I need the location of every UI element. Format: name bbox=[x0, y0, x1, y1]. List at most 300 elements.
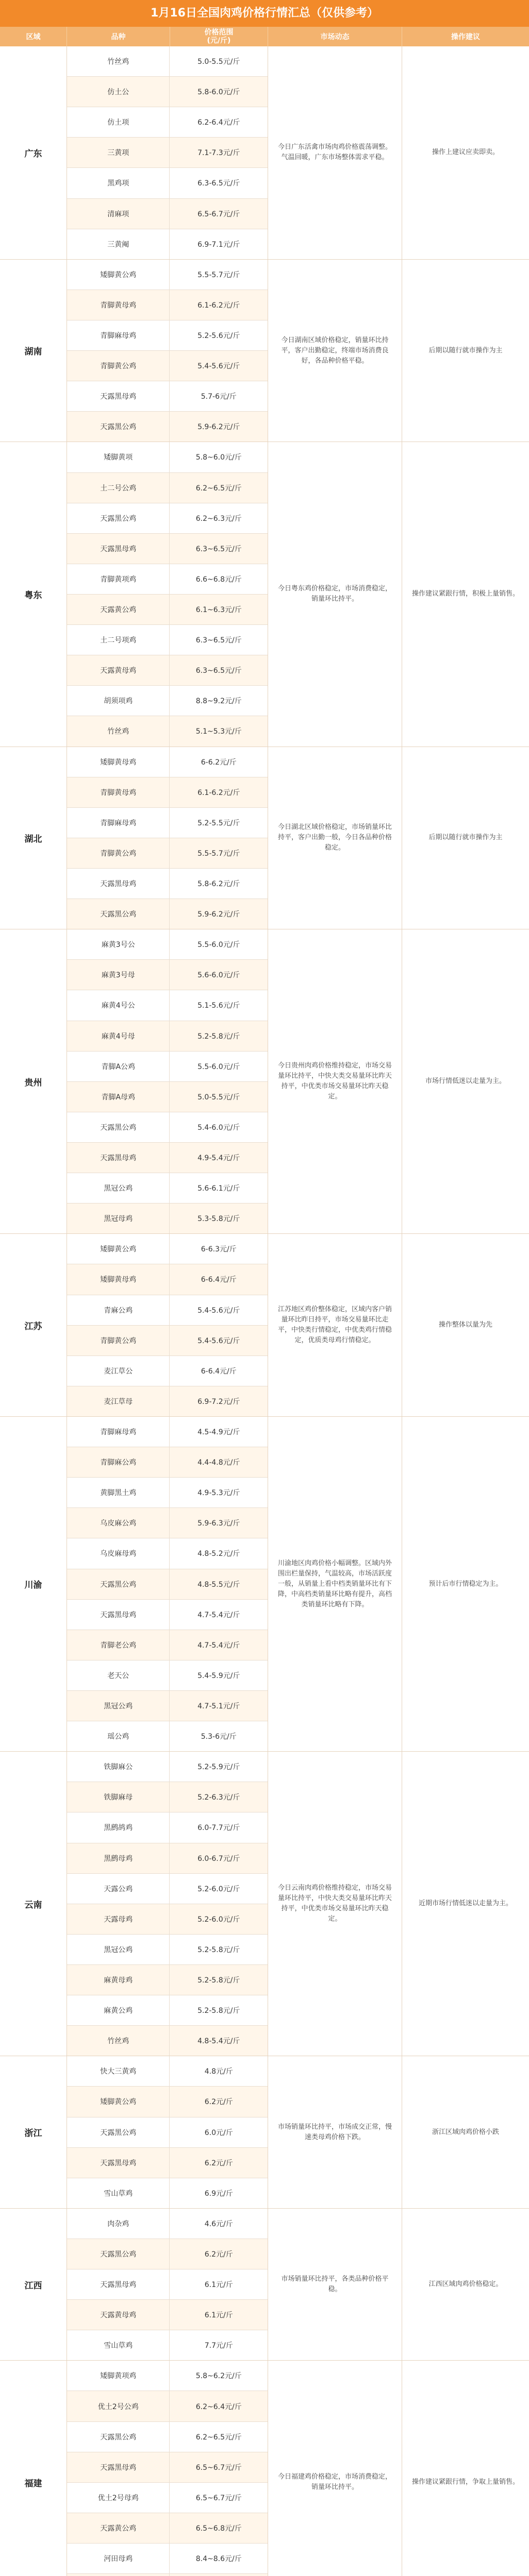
price-cell: 5.2-6.0元/斤 bbox=[197, 1885, 240, 1893]
market-dynamic: 今日湖南区域价格稳定，销量环比持平，客户出勤稳定，终端市场消费良好，各品种价格平稳。 bbox=[268, 260, 402, 442]
region-name: 江苏 bbox=[0, 1234, 67, 1416]
region-name: 浙江 bbox=[0, 2056, 67, 2208]
table-row bbox=[67, 564, 268, 595]
table-row bbox=[67, 229, 268, 259]
table-row bbox=[67, 960, 268, 990]
header-region: 区域 bbox=[0, 27, 67, 46]
price-cell: 6.2~6.5元/斤 bbox=[195, 2433, 242, 2442]
price-cell: 6.3-6.5元/斤 bbox=[197, 179, 240, 188]
table-row bbox=[67, 2513, 268, 2544]
table-row bbox=[67, 1234, 268, 1264]
variety-cell: 乌皮麻公鸡 bbox=[67, 1508, 170, 1538]
variety-cell: 青脚黄母鸡 bbox=[67, 290, 170, 320]
price-cell: 5.3-6元/斤 bbox=[201, 1733, 237, 1741]
variety-cell: 麻黄3号公 bbox=[67, 929, 170, 959]
variety-cell: 黑冠公鸡 bbox=[67, 1691, 170, 1721]
variety-cell: 麦江草公 bbox=[67, 1356, 170, 1386]
variety-cell: 天露黑公鸡 bbox=[67, 412, 170, 442]
region-block bbox=[0, 929, 529, 1234]
variety-cell: 青脚黄公鸡 bbox=[67, 1326, 170, 1355]
variety-cell: 天露黑母鸡 bbox=[67, 534, 170, 564]
variety-cell: 竹丝鸡 bbox=[67, 46, 170, 76]
table-row bbox=[67, 2087, 268, 2117]
variety-cell: 黑鹧鸪鸡 bbox=[67, 1812, 170, 1842]
variety-cell: 天露黄公鸡 bbox=[67, 2513, 170, 2543]
table-row bbox=[67, 1812, 268, 1843]
table-row bbox=[67, 2269, 268, 2300]
variety-cell: 矮脚黄公鸡 bbox=[67, 1234, 170, 1264]
variety-cell: 天露黑母鸡 bbox=[67, 2452, 170, 2482]
table-row bbox=[67, 2544, 268, 2574]
table-row bbox=[67, 473, 268, 503]
price-cell: 5.5-6.0元/斤 bbox=[197, 1062, 240, 1071]
variety-cell: 三黄阉 bbox=[67, 229, 170, 259]
region-block bbox=[0, 1752, 529, 2056]
price-cell: 5.4-5.9元/斤 bbox=[197, 1671, 240, 1680]
variety-cell: 老天公 bbox=[67, 1660, 170, 1690]
price-cell: 4.9-5.4元/斤 bbox=[197, 1154, 240, 1162]
header-dynamic: 市场动态 bbox=[268, 27, 402, 46]
variety-cell: 竹丝鸡 bbox=[67, 716, 170, 746]
table-row bbox=[67, 2026, 268, 2056]
table-row bbox=[67, 1752, 268, 1782]
price-cell: 6.9-7.1元/斤 bbox=[197, 240, 240, 249]
price-cell: 6.2~6.4元/斤 bbox=[195, 2402, 242, 2411]
variety-cell: 天露黑公鸡 bbox=[67, 503, 170, 533]
variety-cell: 矮脚黄项 bbox=[67, 442, 170, 472]
price-cell: 5.8~6.0元/斤 bbox=[195, 453, 242, 462]
region-name: 贵州 bbox=[0, 929, 67, 1233]
variety-cell: 矮脚黄项鸡 bbox=[67, 2361, 170, 2391]
variety-cell: 青脚麻母鸡 bbox=[67, 808, 170, 838]
table-row bbox=[67, 1356, 268, 1386]
variety-cell: 黑鸡项 bbox=[67, 168, 170, 198]
price-cell: 5.2-6.0元/斤 bbox=[197, 1915, 240, 1924]
variety-cell: 仿土项 bbox=[67, 107, 170, 137]
table-row bbox=[67, 442, 268, 472]
variety-cell: 麻黄3号母 bbox=[67, 960, 170, 990]
variety-cell: 天露黄母鸡 bbox=[67, 655, 170, 685]
price-cell: 5.9-6.2元/斤 bbox=[197, 910, 240, 919]
market-dynamic: 川渝地区肉鸡价格小幅调整。区域内外围出栏量保持，气温较高，市场活跃度一般，从销量上看中档类销量环比有下降，中高档类销量环比略有提升，高档类销量环比略有下降。 bbox=[268, 1417, 402, 1751]
table-row bbox=[67, 381, 268, 412]
variety-cell: 青脚A母鸡 bbox=[67, 1082, 170, 1112]
price-cell: 5.0-5.5元/斤 bbox=[197, 1093, 240, 1101]
variety-cell: 青脚麻公鸡 bbox=[67, 1447, 170, 1477]
table-row bbox=[67, 869, 268, 899]
table-row bbox=[67, 1447, 268, 1478]
table-row bbox=[67, 1538, 268, 1569]
price-cell: 4.8-5.2元/斤 bbox=[197, 1550, 240, 1558]
market-dynamic: 今日粤东鸡价格稳定，市场消费稳定，销量环比持平。 bbox=[268, 442, 402, 746]
table-row bbox=[67, 351, 268, 381]
price-cell: 6.2元/斤 bbox=[204, 2098, 233, 2107]
price-cell: 4.6元/斤 bbox=[204, 2219, 233, 2228]
header-advice: 操作建议 bbox=[451, 33, 480, 41]
table-row bbox=[67, 990, 268, 1021]
price-cell: 5.2-6.3元/斤 bbox=[197, 1793, 240, 1802]
region-block bbox=[0, 442, 529, 747]
operation-advice: 江西区域肉鸡价格稳定。 bbox=[428, 2280, 503, 2289]
table-row bbox=[67, 2117, 268, 2148]
market-dynamic: 今日贵州肉鸡价格维持稳定，市场交易量环比持平，中快大类交易量环比昨天持平，中优类市场交易量环比昨天稳定。 bbox=[268, 929, 402, 1233]
table-row bbox=[67, 1965, 268, 1995]
table-row bbox=[67, 625, 268, 655]
table-row bbox=[67, 655, 268, 686]
variety-cell: 天露黑母鸡 bbox=[67, 869, 170, 899]
price-cell: 5.4-6.0元/斤 bbox=[197, 1123, 240, 1132]
table-row bbox=[67, 1843, 268, 1874]
region-rows bbox=[67, 2056, 268, 2208]
operation-advice: 操作上建议应卖即卖。 bbox=[432, 148, 499, 157]
variety-cell: 矮脚黄母鸡 bbox=[67, 1264, 170, 1294]
region-block bbox=[0, 1234, 529, 1417]
operation-advice: 浙江区域肉鸡价格小跌 bbox=[432, 2128, 499, 2136]
region-rows bbox=[67, 2209, 268, 2361]
table-row bbox=[67, 2239, 268, 2269]
price-cell bbox=[170, 2574, 268, 2576]
price-cell: 6.2~6.5元/斤 bbox=[195, 484, 242, 493]
price-cell: 5.2-5.8元/斤 bbox=[197, 2007, 240, 2015]
price-cell: 6.5~6.8元/斤 bbox=[195, 2524, 242, 2533]
variety-cell: 土二号项鸡 bbox=[67, 625, 170, 655]
variety-cell: 黑冠公鸡 bbox=[67, 1173, 170, 1203]
table-row bbox=[67, 1630, 268, 1660]
price-cell: 5.7-6元/斤 bbox=[201, 393, 237, 401]
variety-cell: 天露黑公鸡 bbox=[67, 1112, 170, 1142]
market-dynamic: 市场销量环比持平，市场成交正常，慢速类母鸡价格下跌。 bbox=[268, 2056, 402, 2208]
price-cell: 6.1-6.2元/斤 bbox=[197, 301, 240, 310]
price-cell: 6.2元/斤 bbox=[204, 2159, 233, 2167]
market-dynamic: 今日云南肉鸡价格维持稳定，市场交易量环比持平，中快大类交易量环比昨天持平，中优类市场交易量环比昨天稳定。 bbox=[268, 1752, 402, 2056]
price-table-body bbox=[0, 46, 529, 2576]
table-row bbox=[67, 929, 268, 960]
region-name: 粤东 bbox=[0, 442, 67, 746]
price-cell: 5.4-5.6元/斤 bbox=[197, 1336, 240, 1345]
price-cell: 6.2~6.3元/斤 bbox=[195, 514, 242, 523]
table-row bbox=[67, 320, 268, 351]
region-name: 广东 bbox=[0, 46, 67, 259]
price-cell: 5.2-5.6元/斤 bbox=[197, 332, 240, 341]
variety-cell: 天露黄公鸡 bbox=[67, 595, 170, 624]
variety-cell: 天露黑公鸡 bbox=[67, 2422, 170, 2452]
price-cell: 6.3~6.5元/斤 bbox=[195, 636, 242, 645]
region-rows bbox=[67, 1417, 268, 1751]
price-cell: 6.2-6.4元/斤 bbox=[197, 118, 240, 127]
variety-cell: 三黄项 bbox=[67, 138, 170, 167]
table-row bbox=[67, 168, 268, 198]
price-cell: 5.2-5.8元/斤 bbox=[197, 1945, 240, 1954]
price-cell: 6.6~6.8元/斤 bbox=[195, 575, 242, 584]
variety-cell: 清麻项 bbox=[67, 199, 170, 229]
table-row bbox=[67, 1295, 268, 1326]
variety-cell: 青脚麻母鸡 bbox=[67, 1417, 170, 1447]
variety-cell bbox=[67, 2574, 170, 2576]
region-block bbox=[0, 1417, 529, 1752]
variety-cell: 麻黄公鸡 bbox=[67, 1995, 170, 2025]
price-cell: 6.1-6.2元/斤 bbox=[197, 788, 240, 797]
table-header bbox=[0, 27, 529, 46]
price-cell: 5.8~6.2元/斤 bbox=[195, 2372, 242, 2381]
table-row bbox=[67, 290, 268, 320]
table-row bbox=[67, 1995, 268, 2026]
price-cell: 5.5-5.7元/斤 bbox=[197, 849, 240, 858]
table-row bbox=[67, 1691, 268, 1721]
price-cell: 6.3~6.5元/斤 bbox=[195, 545, 242, 553]
region-rows bbox=[67, 1752, 268, 2056]
variety-cell: 青脚麻母鸡 bbox=[67, 320, 170, 350]
table-row bbox=[67, 2574, 268, 2576]
variety-cell: 黑鹧母鸡 bbox=[67, 1843, 170, 1873]
table-row bbox=[67, 1721, 268, 1751]
region-name: 川渝 bbox=[0, 1417, 67, 1751]
price-cell: 6-6.4元/斤 bbox=[201, 1276, 237, 1284]
header-variety: 品种 bbox=[67, 27, 170, 46]
variety-cell: 肉杂鸡 bbox=[67, 2209, 170, 2239]
region-name: 福建 bbox=[0, 2361, 67, 2576]
price-cell: 4.7-5.1元/斤 bbox=[197, 1702, 240, 1710]
price-cell: 6.1元/斤 bbox=[204, 2311, 233, 2320]
table-row bbox=[67, 777, 268, 808]
variety-cell: 竹丝鸡 bbox=[67, 2026, 170, 2056]
table-row bbox=[67, 838, 268, 869]
variety-cell: 瑶公鸡 bbox=[67, 1721, 170, 1751]
region-name: 云南 bbox=[0, 1752, 67, 2056]
price-cell: 4.4-4.8元/斤 bbox=[197, 1459, 240, 1467]
region-name: 湖南 bbox=[0, 260, 67, 442]
region-rows bbox=[67, 1234, 268, 1416]
variety-cell: 矮脚黄公鸡 bbox=[67, 260, 170, 290]
table-row bbox=[67, 77, 268, 107]
price-cell: 5.6-6.1元/斤 bbox=[197, 1184, 240, 1193]
variety-cell: 天露母鸡 bbox=[67, 1904, 170, 1934]
price-cell: 5.4-5.6元/斤 bbox=[197, 1306, 240, 1315]
operation-advice: 操作建议紧跟行情，积极上量销售。 bbox=[411, 590, 519, 598]
table-row bbox=[67, 199, 268, 229]
table-row bbox=[67, 1052, 268, 1082]
region-block bbox=[0, 2056, 529, 2209]
variety-cell: 铁脚麻母 bbox=[67, 1782, 170, 1812]
variety-cell: 青脚黄母鸡 bbox=[67, 777, 170, 807]
price-cell: 6.3~6.5元/斤 bbox=[195, 667, 242, 675]
market-dynamic: 今日广东活禽市场肉鸡价格震荡调整。气温回暖，广东市场整体需求平稳。 bbox=[268, 46, 402, 259]
variety-cell: 雪山草鸡 bbox=[67, 2330, 170, 2360]
variety-cell: 麦江草母 bbox=[67, 1386, 170, 1416]
price-cell: 6.5-6.7元/斤 bbox=[197, 210, 240, 218]
table-row bbox=[67, 503, 268, 534]
price-cell: 4.7-5.4元/斤 bbox=[197, 1641, 240, 1650]
variety-cell: 铁脚麻公 bbox=[67, 1752, 170, 1782]
variety-cell: 青脚A公鸡 bbox=[67, 1052, 170, 1081]
price-cell: 5.2-5.8元/斤 bbox=[197, 1976, 240, 1985]
table-row bbox=[67, 1386, 268, 1416]
table-row bbox=[67, 2148, 268, 2178]
region-rows bbox=[67, 747, 268, 929]
price-cell: 5.5-6.0元/斤 bbox=[197, 941, 240, 950]
table-row bbox=[67, 1782, 268, 1812]
price-cell: 7.1-7.3元/斤 bbox=[197, 149, 240, 158]
price-cell: 5.2-5.5元/斤 bbox=[197, 819, 240, 827]
price-cell: 6-6.2元/斤 bbox=[201, 758, 237, 767]
region-block bbox=[0, 260, 529, 443]
variety-cell: 优土2号母鸡 bbox=[67, 2483, 170, 2513]
variety-cell: 土二号公鸡 bbox=[67, 473, 170, 503]
variety-cell: 天露黄母鸡 bbox=[67, 2300, 170, 2330]
variety-cell: 青脚黄项鸡 bbox=[67, 564, 170, 594]
variety-cell: 天露黑公鸡 bbox=[67, 899, 170, 929]
price-cell: 8.4~8.6元/斤 bbox=[195, 2555, 242, 2564]
variety-cell: 天露公鸡 bbox=[67, 1874, 170, 1904]
price-cell: 4.8元/斤 bbox=[204, 2067, 233, 2076]
price-cell: 4.8-5.4元/斤 bbox=[197, 2037, 240, 2046]
variety-cell: 天露黑母鸡 bbox=[67, 1143, 170, 1173]
variety-cell: 麻黄4号母 bbox=[67, 1021, 170, 1051]
table-row bbox=[67, 1082, 268, 1112]
table-row bbox=[67, 716, 268, 746]
variety-cell: 黑冠公鸡 bbox=[67, 1935, 170, 1964]
table-row bbox=[67, 1904, 268, 1935]
variety-cell: 天露黑公鸡 bbox=[67, 1569, 170, 1599]
variety-cell: 天露黑母鸡 bbox=[67, 381, 170, 411]
region-rows bbox=[67, 929, 268, 1233]
table-row bbox=[67, 1326, 268, 1356]
price-cell: 6.1元/斤 bbox=[204, 2281, 233, 2290]
region-block bbox=[0, 2361, 529, 2576]
variety-cell: 乌皮麻母鸡 bbox=[67, 1538, 170, 1568]
header-price: 价格范围 (元/斤) bbox=[170, 27, 268, 46]
table-row bbox=[67, 1173, 268, 1204]
table-row bbox=[67, 138, 268, 168]
price-cell: 6.0-6.7元/斤 bbox=[197, 1854, 240, 1863]
variety-cell: 青麻公鸡 bbox=[67, 1295, 170, 1325]
variety-cell: 河田母鸡 bbox=[67, 2544, 170, 2573]
price-cell: 6-6.4元/斤 bbox=[201, 1367, 237, 1376]
table-row bbox=[67, 1569, 268, 1600]
variety-cell: 矮脚黄公鸡 bbox=[67, 2087, 170, 2116]
operation-advice: 近期市场行情低迷以走量为主。 bbox=[418, 1900, 513, 1908]
table-row bbox=[67, 1600, 268, 1630]
operation-advice: 后期以随行就市操作为主 bbox=[428, 834, 503, 842]
price-cell: 4.9-5.3元/斤 bbox=[197, 1489, 240, 1498]
market-dynamic: 江苏地区鸡价整体稳定，区域内客户销量环比昨日持平，市场交易量环比走平，中快类行情稳定，中优类鸡行情稳定，优质类母鸡行情稳定。 bbox=[268, 1234, 402, 1416]
price-cell: 5.8-6.0元/斤 bbox=[197, 88, 240, 97]
variety-cell: 胡须项鸡 bbox=[67, 686, 170, 716]
table-row bbox=[67, 2300, 268, 2330]
table-row bbox=[67, 534, 268, 564]
price-cell: 5.3-5.8元/斤 bbox=[197, 1215, 240, 1224]
table-row bbox=[67, 412, 268, 442]
table-row bbox=[67, 1112, 268, 1143]
price-cell: 5.4-5.6元/斤 bbox=[197, 362, 240, 371]
table-row bbox=[67, 2422, 268, 2452]
price-cell: 5.1~5.3元/斤 bbox=[195, 727, 242, 736]
price-cell: 5.1-5.6元/斤 bbox=[197, 1002, 240, 1010]
table-row bbox=[67, 1660, 268, 1691]
table-row bbox=[67, 1874, 268, 1904]
variety-cell: 天露黑母鸡 bbox=[67, 1600, 170, 1630]
variety-cell: 黄脚黑土鸡 bbox=[67, 1478, 170, 1507]
operation-advice: 预计后市行情稳定为主。 bbox=[428, 1580, 503, 1588]
table-row bbox=[67, 2330, 268, 2360]
operation-advice: 操作整体以量为先 bbox=[438, 1321, 492, 1329]
price-cell: 6-6.3元/斤 bbox=[201, 1245, 237, 1254]
table-row bbox=[67, 899, 268, 929]
table-row bbox=[67, 46, 268, 77]
table-row bbox=[67, 686, 268, 716]
price-cell: 5.9-6.2元/斤 bbox=[197, 423, 240, 432]
region-block bbox=[0, 46, 529, 260]
price-cell: 6.5~6.7元/斤 bbox=[195, 2494, 242, 2502]
table-row bbox=[67, 260, 268, 290]
table-row bbox=[67, 1417, 268, 1447]
variety-cell: 天露黑母鸡 bbox=[67, 2148, 170, 2178]
variety-cell: 仿土公 bbox=[67, 77, 170, 107]
region-name: 湖北 bbox=[0, 747, 67, 929]
market-dynamic: 今日湖北区域价格稳定，市场销量环比持平，客户出勤一般，今日各品种价格稳定。 bbox=[268, 747, 402, 929]
price-cell: 5.9-6.3元/斤 bbox=[197, 1519, 240, 1528]
table-row bbox=[67, 1935, 268, 1965]
variety-cell: 雪山草鸡 bbox=[67, 2178, 170, 2208]
price-cell: 5.6-6.0元/斤 bbox=[197, 971, 240, 980]
operation-advice: 后期以随行就市操作为主 bbox=[428, 346, 503, 354]
table-row bbox=[67, 2209, 268, 2239]
price-cell: 5.2-5.9元/斤 bbox=[197, 1763, 240, 1772]
price-cell: 6.5~6.7元/斤 bbox=[195, 2463, 242, 2472]
variety-cell: 天露黑公鸡 bbox=[67, 2239, 170, 2269]
table-row bbox=[67, 1143, 268, 1173]
variety-cell: 天露黑公鸡 bbox=[67, 2117, 170, 2147]
table-row bbox=[67, 1264, 268, 1295]
region-rows bbox=[67, 46, 268, 259]
table-row bbox=[67, 808, 268, 838]
table-row bbox=[67, 107, 268, 138]
price-cell: 6.9-7.2元/斤 bbox=[197, 1397, 240, 1406]
variety-cell: 快大三黄鸡 bbox=[67, 2056, 170, 2086]
price-cell: 5.2-5.8元/斤 bbox=[197, 1032, 240, 1041]
variety-cell: 青脚黄公鸡 bbox=[67, 838, 170, 868]
variety-cell: 麻黄母鸡 bbox=[67, 1965, 170, 1995]
table-row bbox=[67, 1021, 268, 1052]
table-row bbox=[67, 2361, 268, 2391]
price-cell: 6.2元/斤 bbox=[204, 2250, 233, 2259]
region-rows bbox=[67, 442, 268, 746]
variety-cell: 青脚老公鸡 bbox=[67, 1630, 170, 1660]
table-row bbox=[67, 2178, 268, 2208]
table-row bbox=[67, 2056, 268, 2087]
table-row bbox=[67, 747, 268, 777]
region-block bbox=[0, 747, 529, 930]
variety-cell: 天露黑母鸡 bbox=[67, 2269, 170, 2299]
page-title: 1月16日全国肉鸡价格行情汇总（仅供参考） bbox=[0, 0, 529, 27]
variety-cell: 青脚黄公鸡 bbox=[67, 351, 170, 381]
region-rows bbox=[67, 2361, 268, 2576]
table-row bbox=[67, 2483, 268, 2513]
price-cell: 4.7-5.4元/斤 bbox=[197, 1611, 240, 1619]
price-cell: 5.5-5.7元/斤 bbox=[197, 270, 240, 279]
variety-cell: 矮脚黄母鸡 bbox=[67, 747, 170, 777]
price-cell: 4.8-5.5元/斤 bbox=[197, 1580, 240, 1589]
price-cell: 5.0-5.5元/斤 bbox=[197, 58, 240, 66]
region-block bbox=[0, 2209, 529, 2361]
market-dynamic: 市场销量环比持平，各类品种价格平稳。 bbox=[268, 2209, 402, 2361]
price-cell: 5.8-6.2元/斤 bbox=[197, 880, 240, 889]
variety-cell: 优土2号公鸡 bbox=[67, 2391, 170, 2421]
operation-advice: 市场行情低迷以走量为主。 bbox=[425, 1077, 506, 1086]
price-cell: 4.5-4.9元/斤 bbox=[197, 1428, 240, 1436]
table-row bbox=[67, 1508, 268, 1538]
price-cell: 6.0-7.7元/斤 bbox=[197, 1824, 240, 1833]
variety-cell: 麻黄4号公 bbox=[67, 990, 170, 1020]
